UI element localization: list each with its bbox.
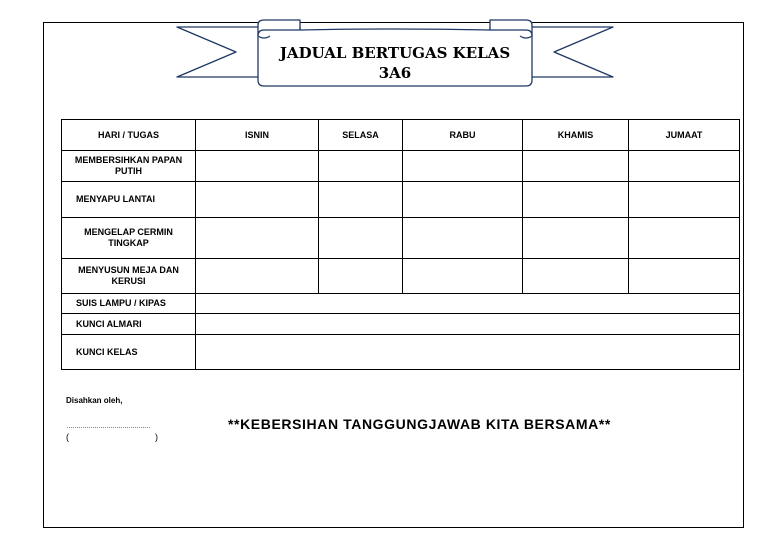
task-label: MENYAPU LANTAI [62, 182, 196, 218]
header-jumaat: JUMAAT [629, 120, 740, 151]
table-row [62, 182, 740, 218]
task-label: KUNCI ALMARI [62, 314, 196, 335]
table-cell[interactable] [403, 218, 523, 259]
table-row [62, 314, 740, 335]
title-line-1: JADUAL BERTUGAS KELAS [279, 44, 511, 62]
task-label: MENGELAP CERMIN TINGKAP [62, 218, 196, 259]
header-day-task: HARI / TUGAS [62, 120, 196, 151]
table-row [62, 294, 740, 314]
table-cell[interactable] [403, 259, 523, 294]
table-cell[interactable] [523, 151, 629, 182]
duty-roster-table [61, 119, 740, 370]
table-cell[interactable] [319, 151, 403, 182]
paren-close: ) [155, 432, 158, 442]
table-row [62, 218, 740, 259]
table-cell[interactable] [196, 182, 319, 218]
table-cell[interactable] [523, 182, 629, 218]
table-cell[interactable] [523, 259, 629, 294]
table-cell-merged[interactable] [196, 314, 740, 335]
title-line-2: 3A6 [378, 64, 412, 82]
table-cell[interactable] [629, 218, 740, 259]
table-row [62, 151, 740, 182]
name-parentheses [66, 432, 158, 442]
table-cell-merged[interactable] [196, 294, 740, 314]
table-cell[interactable] [629, 182, 740, 218]
task-label: MEMBERSIHKAN PAPAN PUTIH [62, 151, 196, 182]
header-selasa: SELASA [319, 120, 403, 151]
table-header-row [62, 120, 740, 151]
title-banner [0, 0, 768, 100]
signature-line: …………………………………… [66, 423, 150, 430]
table-cell[interactable] [403, 182, 523, 218]
table-row [62, 335, 740, 370]
table-cell[interactable] [196, 259, 319, 294]
paren-open: ( [66, 432, 69, 442]
task-label: KUNCI KELAS [62, 335, 196, 370]
table-row [62, 259, 740, 294]
header-khamis: KHAMIS [523, 120, 629, 151]
table-cell[interactable] [319, 259, 403, 294]
header-isnin: ISNIN [196, 120, 319, 151]
table-cell[interactable] [629, 151, 740, 182]
table-cell[interactable] [403, 151, 523, 182]
table-cell[interactable] [319, 182, 403, 218]
table-cell[interactable] [523, 218, 629, 259]
page-title [262, 43, 528, 83]
task-label: MENYUSUN MEJA DAN KERUSI [62, 259, 196, 294]
approved-by-label: Disahkan oleh, [66, 396, 123, 405]
table-cell[interactable] [196, 151, 319, 182]
header-rabu: RABU [403, 120, 523, 151]
slogan: **KEBERSIHAN TANGGUNGJAWAB KITA BERSAMA** [228, 416, 611, 432]
table-cell[interactable] [319, 218, 403, 259]
task-label: SUIS LAMPU / KIPAS [62, 294, 196, 314]
table-cell[interactable] [196, 218, 319, 259]
table-cell-merged[interactable] [196, 335, 740, 370]
table-cell[interactable] [629, 259, 740, 294]
